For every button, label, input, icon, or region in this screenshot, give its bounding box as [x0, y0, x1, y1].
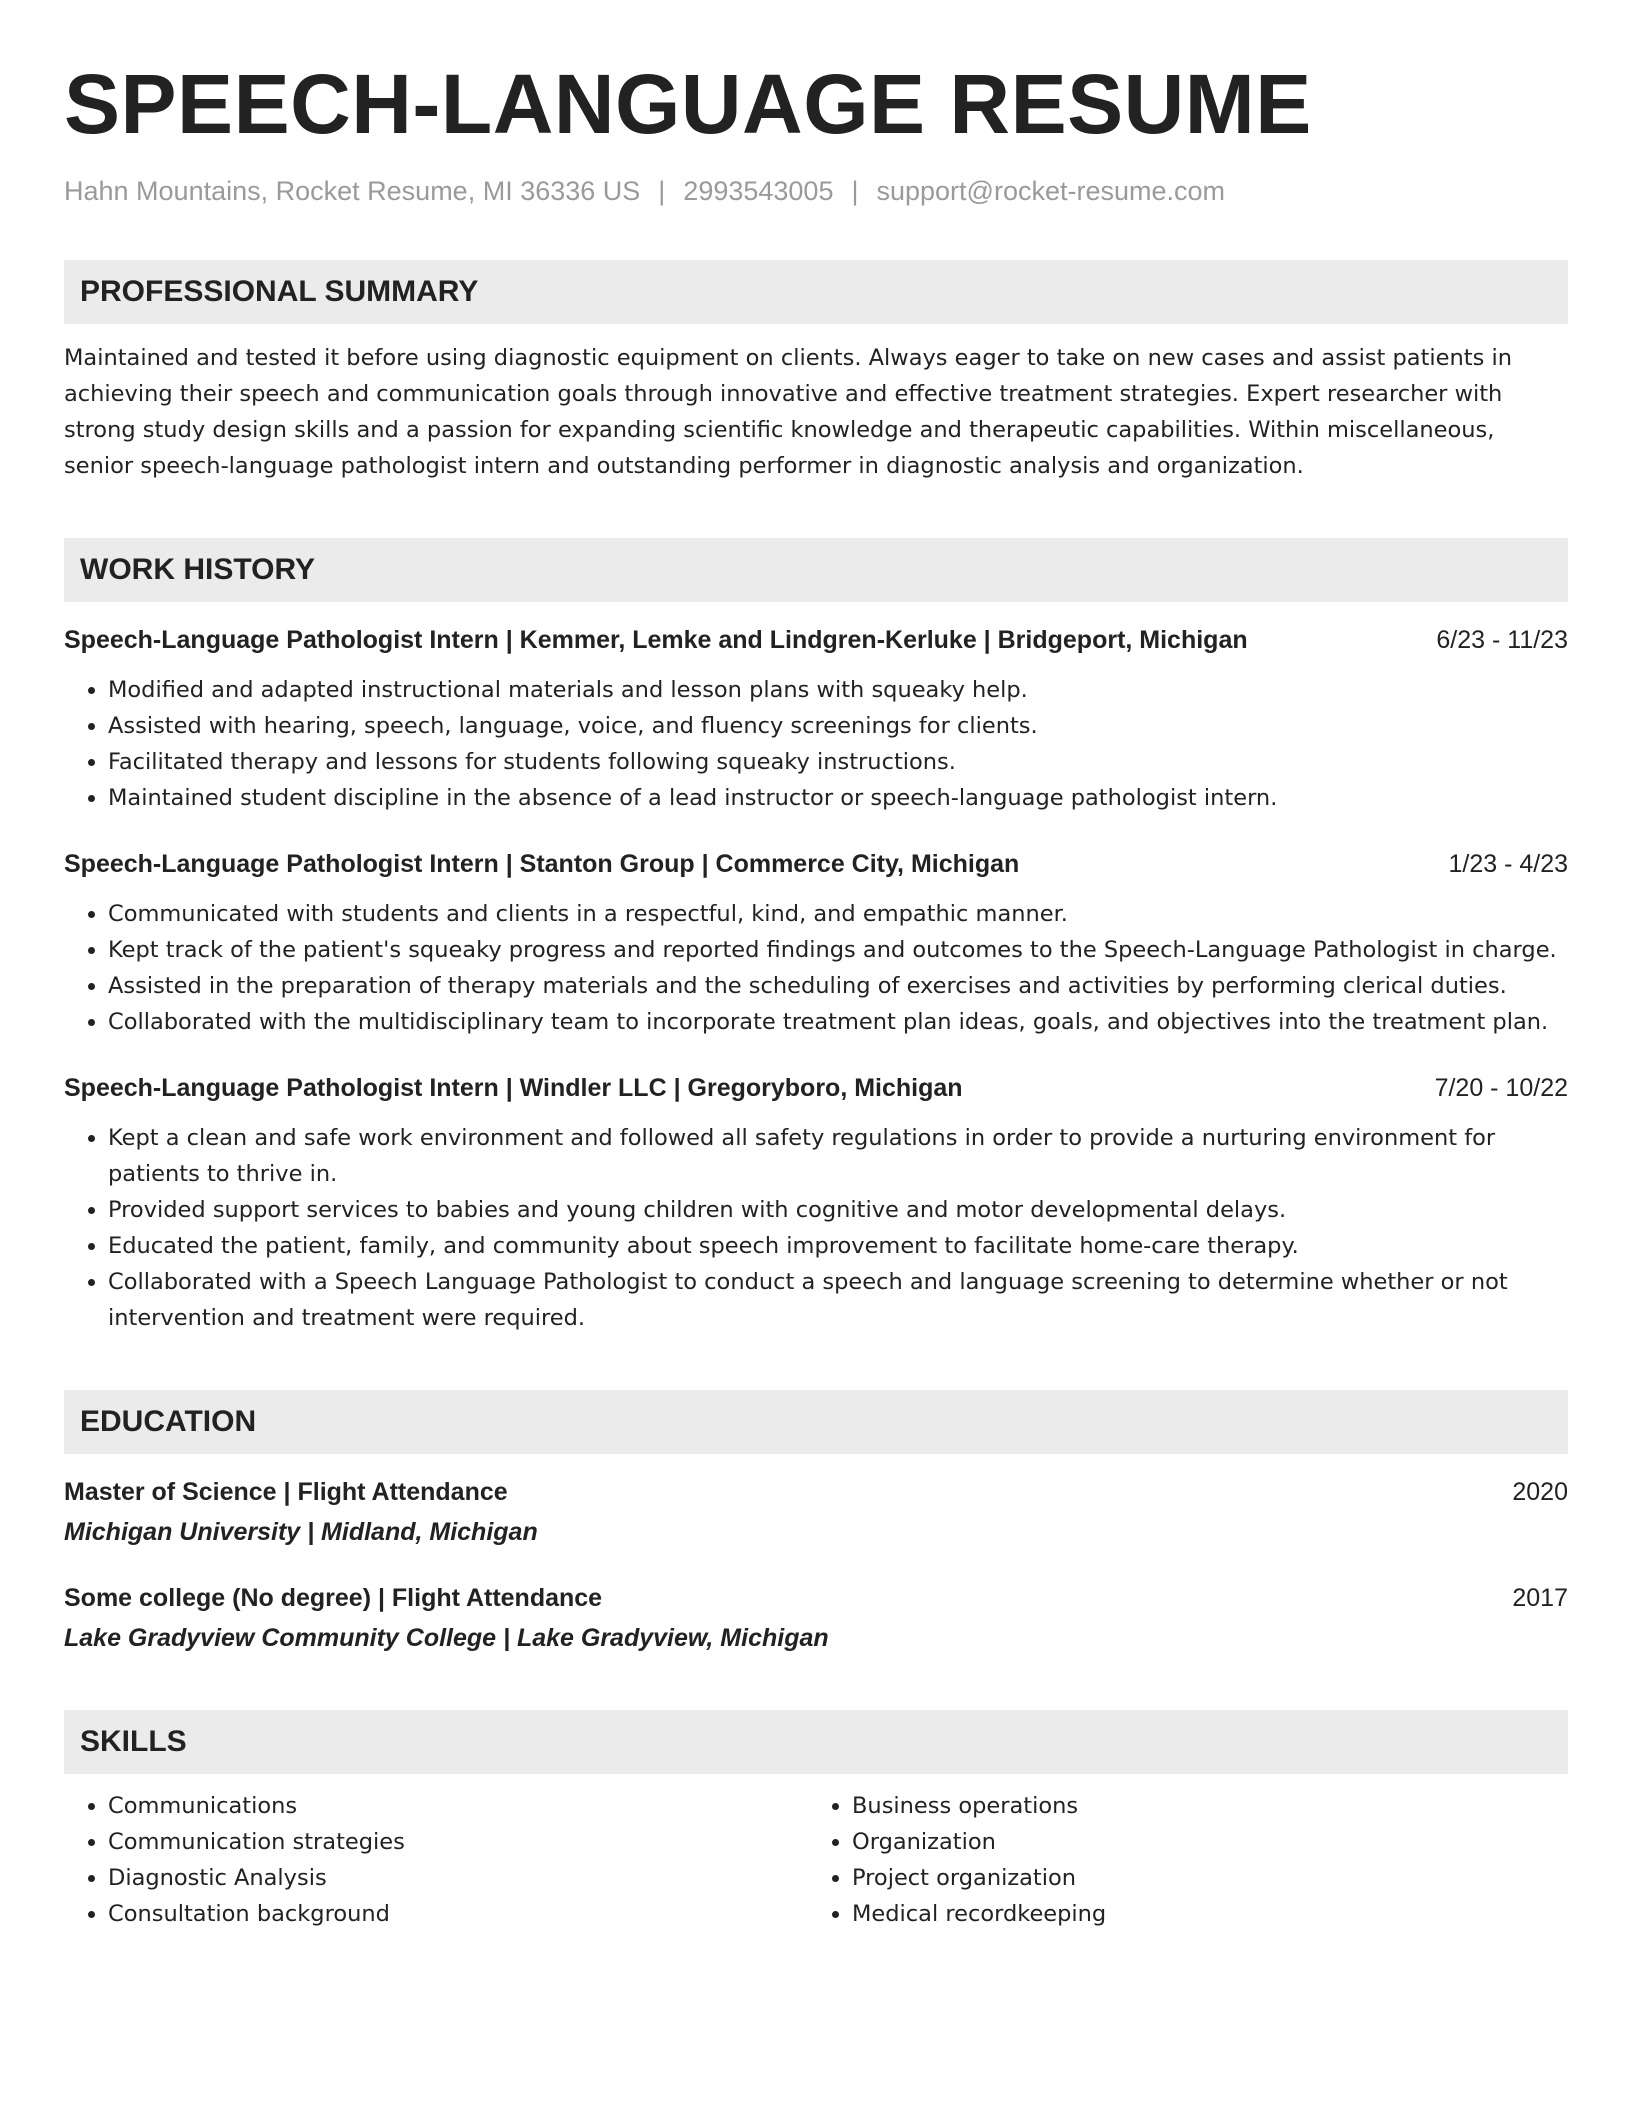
section-header-summary: PROFESSIONAL SUMMARY [64, 260, 1568, 324]
list-item: • Collaborated with the multidisciplinary team to incorporate treatment plan ideas, goals, and objectives into the treatment plan. [108, 1004, 1568, 1040]
list-item: • Educated the patient, family, and community about speech improvement to facilitate home-care therapy. [108, 1228, 1568, 1264]
skills-column-right [808, 1788, 1552, 1932]
list-item: • Project organization [852, 1860, 1552, 1896]
email: support@rocket-resume.com [876, 176, 1226, 206]
education-entry [64, 1474, 1568, 1550]
school: Lake Gradyview Community College | Lake Gradyview, Michigan [64, 1624, 829, 1652]
list-item: • Assisted with hearing, speech, language, voice, and fluency screenings for clients. [108, 708, 1568, 744]
job-dates: 1/23 - 4/23 [1448, 850, 1568, 878]
list-item: • Communications [108, 1788, 808, 1824]
job-title: Speech-Language Pathologist Intern | Stanton Group | Commerce City, Michigan [64, 850, 1020, 878]
degree: Master of Science | Flight Attendance [64, 1478, 508, 1506]
job-dates: 7/20 - 10/22 [1434, 1074, 1568, 1102]
list-item: • Business operations [852, 1788, 1552, 1824]
graduation-year: 2020 [1512, 1478, 1568, 1506]
degree: Some college (No degree) | Flight Attendance [64, 1584, 603, 1612]
list-item: • Assisted in the preparation of therapy materials and the scheduling of exercises and activities by performing clerical duties. [108, 968, 1568, 1004]
section-header-work-history: WORK HISTORY [64, 538, 1568, 602]
list-item: • Facilitated therapy and lessons for students following squeaky instructions. [108, 744, 1568, 780]
job-entry [64, 622, 1568, 816]
skills-list [64, 1788, 1568, 1932]
job-entry [64, 846, 1568, 1040]
list-item: • Medical recordkeeping [852, 1896, 1552, 1932]
job-title: Speech-Language Pathologist Intern | Windler LLC | Gregoryboro, Michigan [64, 1074, 963, 1102]
graduation-year: 2017 [1512, 1584, 1568, 1612]
resume-page [64, 56, 1568, 1932]
job-entry [64, 1070, 1568, 1336]
list-item: • Consultation background [108, 1896, 808, 1932]
list-item: • Kept track of the patient's squeaky progress and reported findings and outcomes to the Speech-Language Pathologist in charge. [108, 932, 1568, 968]
address: Hahn Mountains, Rocket Resume, MI 36336 US [64, 176, 641, 206]
list-item: • Modified and adapted instructional materials and lesson plans with squeaky help. [108, 672, 1568, 708]
list-item: • Communicated with students and clients in a respectful, kind, and empathic manner. [108, 896, 1568, 932]
list-item: • Provided support services to babies and young children with cognitive and motor developmental delays. [108, 1192, 1568, 1228]
section-header-skills: SKILLS [64, 1710, 1568, 1774]
school: Michigan University | Midland, Michigan [64, 1518, 538, 1546]
phone: 2993543005 [683, 176, 834, 206]
list-item: • Maintained student discipline in the absence of a lead instructor or speech-language pathologist intern. [108, 780, 1568, 816]
list-item: • Collaborated with a Speech Language Pathologist to conduct a speech and language screening to determine whether or not intervention and treatment were required. [108, 1264, 1568, 1336]
education-entry [64, 1580, 1568, 1656]
section-header-education: EDUCATION [64, 1390, 1568, 1454]
job-bullets [64, 896, 1568, 1040]
resume-title: SPEECH-LANGUAGE RESUME [64, 57, 1312, 151]
job-title: Speech-Language Pathologist Intern | Kemmer, Lemke and Lindgren-Kerluke | Bridgeport, Michigan [64, 626, 1248, 654]
list-item: • Kept a clean and safe work environment and followed all safety regulations in order to provide a nurturing environment for patients to thrive in. [108, 1120, 1568, 1192]
summary-text: Maintained and tested it before using diagnostic equipment on clients. Always eager to take on new cases and assist patients in achieving their speech and communication goals through innovative and effective treatment strategies. Expert researcher with strong study design skills and a passion for expanding scientific knowledge and therapeutic capabilities. Within miscellaneous, senior speech-language pathologist intern and outstanding performer in diagnostic analysis and organization. [64, 345, 1512, 479]
job-bullets [64, 672, 1568, 816]
separator: | [658, 176, 666, 206]
separator: | [851, 176, 859, 206]
list-item: • Organization [852, 1824, 1552, 1860]
list-item: • Communication strategies [108, 1824, 808, 1860]
skills-column-left [64, 1788, 808, 1932]
job-bullets [64, 1120, 1568, 1336]
contact-line [64, 174, 1568, 208]
job-dates: 6/23 - 11/23 [1436, 626, 1568, 654]
list-item: • Diagnostic Analysis [108, 1860, 808, 1896]
